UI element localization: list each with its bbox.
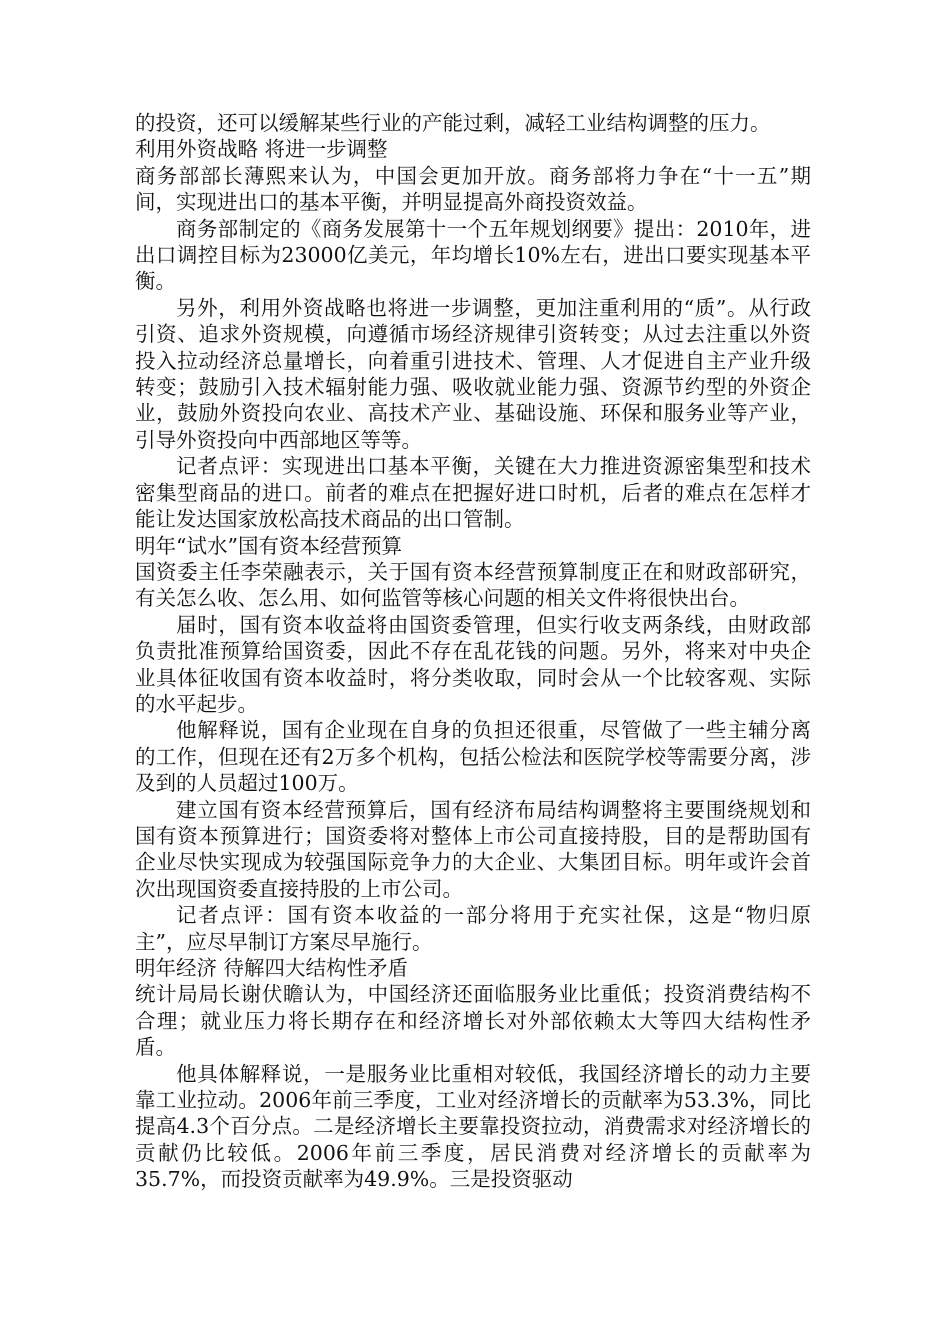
section-heading-state-capital-budget: 明年“试水”国有资本经营预算	[135, 533, 402, 558]
section-heading-foreign-investment: 利用外资战略 将进一步调整	[135, 137, 388, 162]
paragraph: 他具体解释说，一是服务业比重相对较低，我国经济增长的动力主要靠工业拉动。2006年前三季度，工业对经济增长的贡献率为53.3%，同比提高4.3个百分点。二是经济增长主要靠投资拉动，消费需求对经济增长的贡献仍比较低。2006年前三季度，居民消费对经济增长的贡献率为35.7%，而投资贡献率为49.9%。三是投资驱动	[135, 1061, 811, 1192]
paragraph-lead: 统计局局长谢伏瞻认为，中国经济还面临服务业比重低；投资消费结构不合理；就业压力将长期存在和经济增长对外部依赖太大等四大结构性矛盾。	[135, 982, 811, 1060]
paragraph: 他解释说，国有企业现在自身的负担还很重，尽管做了一些主辅分离的工作，但现在还有2万多个机构，包括公检法和医院学校等需要分离，涉及到的人员超过100万。	[135, 718, 811, 796]
paragraph-commentary: 记者点评：国有资本收益的一部分将用于充实社保，这是“物归原主”，应尽早制订方案尽早施行。	[135, 903, 811, 954]
document-page	[135, 110, 811, 1193]
paragraph: 届时，国有资本收益将由国资委管理，但实行收支两条线，由财政部负责批准预算给国资委，因此不存在乱花钱的问题。另外，将来对中央企业具体征收国有资本收益时，将分类收取，同时会从一个比较客观、实际的水平起步。	[135, 612, 811, 716]
paragraph-continuation: 的投资，还可以缓解某些行业的产能过剩，减轻工业结构调整的压力。	[135, 111, 771, 135]
paragraph: 商务部制定的《商务发展第十一个五年规划纲要》提出：2010年，进出口调控目标为23000亿美元，年均增长10%左右，进出口要实现基本平衡。	[135, 216, 811, 294]
paragraph-lead: 国资委主任李荣融表示，关于国有资本经营预算制度正在和财政部研究，有关怎么收、怎么用、如何监管等核心问题的相关文件将很快出台。	[135, 559, 811, 611]
paragraph-lead: 商务部部长薄熙来认为，中国会更加开放。商务部将力争在“十一五”期间，实现进出口的基本平衡，并明显提高外商投资效益。	[135, 163, 811, 215]
section-heading-structural-contradictions: 明年经济 待解四大结构性矛盾	[135, 956, 409, 980]
paragraph-commentary: 记者点评：实现进出口基本平衡，关键在大力推进资源密集型和技术密集型商品的进口。前者的难点在把握好进口时机，后者的难点在怎样才能让发达国家放松高技术商品的出口管制。	[135, 454, 811, 532]
paragraph: 另外，利用外资战略也将进一步调整，更加注重利用的“质”。从行政引资、追求外资规模，向遵循市场经济规律引资转变；从过去注重以外资投入拉动经济总量增长，向着重引进技术、管理、人才促进自主产业升级转变；鼓励引入技术辐射能力强、吸收就业能力强、资源节约型的外资企业，鼓励外资投向农业、高技术产业、基础设施、环保和服务业等产业，引导外资投向中西部地区等等。	[135, 295, 811, 452]
paragraph: 建立国有资本经营预算后，国有经济布局结构调整将主要围绕规划和国有资本预算进行；国资委将对整体上市公司直接持股，目的是帮助国有企业尽快实现成为较强国际竞争力的大企业、大集团目标。明年或许会首次出现国资委直接持股的上市公司。	[135, 797, 811, 901]
